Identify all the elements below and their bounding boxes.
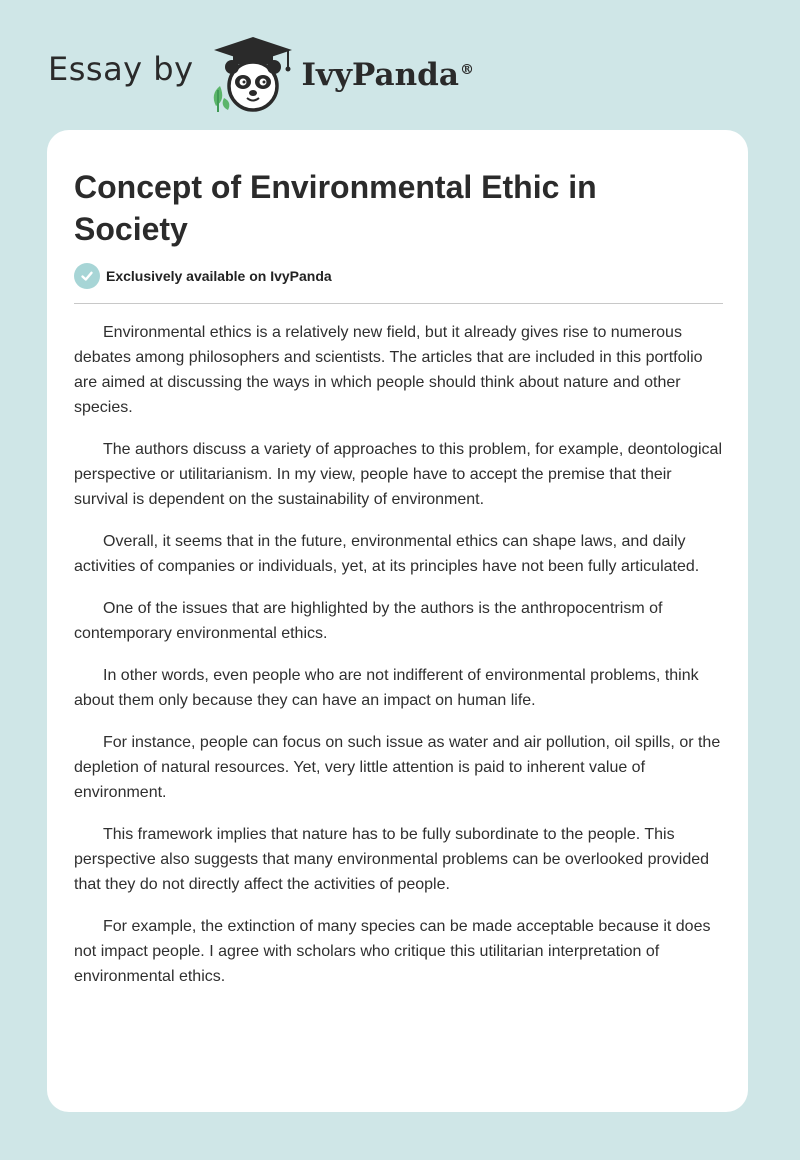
registered-mark: ® [459,61,474,78]
paragraph: For example, the extinction of many species can be made acceptable because it does not impact people. I agree with scholars who critique this utilitarian interpretation of environmental ethics. [74,918,711,985]
exclusive-badge [74,263,332,289]
paragraph: Overall, it seems that in the future, environmental ethics can shape laws, and daily activities of companies or individuals, yet, at its principles have not been fully articulated. [74,533,700,575]
site-header [48,34,474,114]
paragraph: For instance, people can focus on such issue as water and air pollution, oil spills, or the depletion of natural resources. Yet, very little attention is paid to inherent value of environment. [74,734,721,801]
divider [74,303,723,304]
panda-graduate-logo-icon[interactable] [208,34,298,114]
essay-card [47,130,748,1112]
check-icon [74,263,100,289]
paragraph: One of the issues that are highlighted by the authors is the anthropocentrism of contemporary environmental ethics. [74,600,663,642]
paragraph: In other words, even people who are not indifferent of environmental problems, think about them only because they can have an impact on human life. [74,667,699,709]
paragraph: Environmental ethics is a relatively new field, but it already gives rise to numerous debates among philosophers and scientists. The articles that are included in this portfolio are aimed at discussing the ways in which people should think about nature and other species. [74,324,703,416]
paragraph: This framework implies that nature has to be fully subordinate to the people. This perspective also suggests that many environmental problems can be overlooked provided that they do not directly affect the activities of people. [74,826,710,893]
paragraph: The authors discuss a variety of approaches to this problem, for example, deontological perspective or utilitarianism. In my view, people have to accept the premise that their survival is dependent on the sustainability of environment. [74,441,722,508]
essay-by-label: Essay by [48,50,194,88]
page-title: Concept of Environmental Ethic in Society [74,169,597,247]
brand-name[interactable]: IvyPanda® [301,57,474,93]
exclusive-label: Exclusively available on IvyPanda [106,268,332,284]
essay-body [74,320,726,1006]
